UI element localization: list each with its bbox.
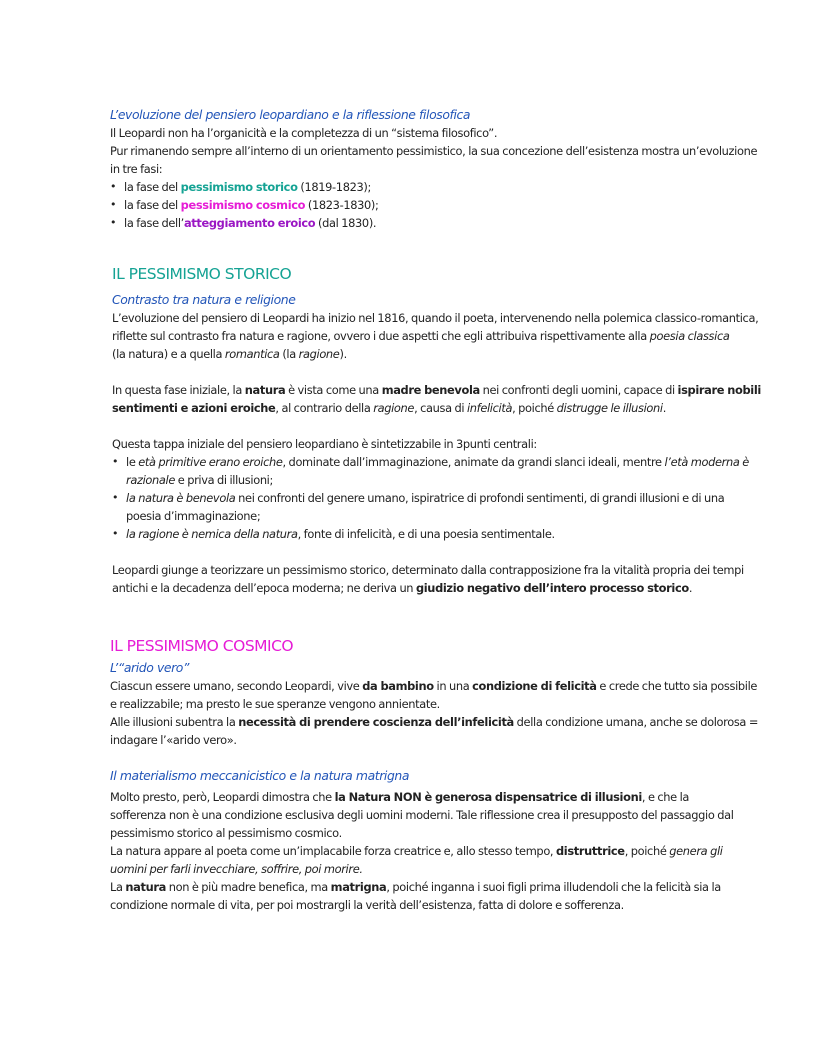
phase-item: • la fase del pessimismo cosmico (1823-1830); bbox=[110, 198, 379, 212]
bullet-dot-icon: • bbox=[110, 216, 117, 229]
phase-highlight: pessimismo cosmico bbox=[180, 198, 306, 212]
bullet-dot-icon: • bbox=[112, 491, 119, 504]
bullet-dot-icon: • bbox=[110, 198, 117, 211]
cosmico-section bbox=[110, 635, 810, 914]
intro-subtitle: L’evoluzione del pensiero leopardiano e la riflessione filosofica bbox=[110, 107, 471, 122]
cosmico-paragraph-2: Molto presto, però, Leopardi dimostra che la Natura NON è generosa dispensatrice di illusioni, e che la sofferenza non è una condizione esclusiva degli uomini moderni. Tale riflessione crea il presupposto del passaggio dal pessimismo storico al pessimismo cosmico. La natura appare al poeta come un’implacabile forza creatrice e, allo stesso tempo, distruttrice, poiché genera gli uomini per farli invecchiare, soffrire, poi morire. La natura non è più madre benefica, ma matrigna, poiché inganna i suoi figli prima illudendoli che la felicità sia la condizione normale di vita, per poi mostrargli la verità dell’esistenza, fatta di dolore e sofferenza. bbox=[110, 790, 734, 912]
storico-section bbox=[112, 263, 812, 597]
point-item: • le età primitive erano eroiche, dominate dall’immaginazione, animate da grandi slanci ideali, mentre l’età moderna è bbox=[112, 455, 749, 469]
cosmico-paragraph-1: Ciascun essere umano, secondo Leopardi, vive da bambino in una condizione di felicità e crede che tutto sia possibile e realizzabile; ma presto le sue speranze vengono annientate. Alle illusioni subentra la necessità di prendere coscienza dell’infelicità della condizione umana, anche se dolorosa = indagare l’«arido vero». bbox=[110, 679, 759, 747]
bullet-dot-icon: • bbox=[112, 527, 119, 540]
intro-section bbox=[110, 106, 810, 232]
intro-line-2: Pur rimanendo sempre all’interno di un orientamento pessimistico, la sua concezione dell’esistenza mostra un’evoluzione bbox=[110, 144, 758, 158]
phase-highlight: atteggiamento eroico bbox=[183, 216, 316, 230]
bullet-dot-icon: • bbox=[112, 455, 119, 468]
cosmico-heading: IL PESSIMISMO COSMICO bbox=[110, 637, 294, 655]
storico-paragraph-3: Questa tappa iniziale del pensiero leopardiano è sintetizzabile in 3punti centrali: • le età primitive erano eroiche, dominate dall’immaginazione, animate da grandi slanci ideali, mentre l’età moderna è razionale e priva di illusioni; • la natura è benevola nei confronti del genere umano, ispiratrice di profondi sentimenti, di grandi illusioni e di una poesia d’immaginazione; • la ragione è nemica della natura, fonte di infelicità, e di una poesia sentimentale. bbox=[112, 435, 812, 543]
intro-line-1: Il Leopardi non ha l’organicità e la completezza di un “sistema filosofico”. bbox=[110, 126, 498, 140]
storico-paragraph-2: In questa fase iniziale, la natura è vista come una madre benevola nei confronti degli uomini, capace di ispirare nobili sentimenti e azioni eroiche, al contrario della ragione, causa di infelicità, poiché distrugge le illusioni. bbox=[112, 383, 761, 415]
cosmico-subtitle-2: Il materialismo meccanicistico e la natura matrigna bbox=[110, 768, 410, 783]
storico-heading: IL PESSIMISMO STORICO bbox=[112, 265, 292, 283]
phase-item: • la fase del pessimismo storico (1819-1823); bbox=[110, 180, 371, 194]
storico-subtitle: Contrasto tra natura e religione bbox=[112, 292, 296, 307]
storico-paragraph-1: L’evoluzione del pensiero di Leopardi ha inizio nel 1816, quando il poeta, intervenendo nella polemica classico-romantica, riflette sul contrasto fra natura e ragione, ovvero i due aspetti che egli attribuiva rispettivamente alla poesia classica (la natura) e a quella romantica (la ragione). bbox=[112, 311, 759, 361]
bullet-dot-icon: • bbox=[110, 180, 117, 193]
phase-item: • la fase dell’atteggiamento eroico (dal 1830). bbox=[110, 216, 377, 230]
storico-paragraph-4: Leopardi giunge a teorizzare un pessimismo storico, determinato dalla contrapposizione fra la vitalità propria dei tempi antichi e la decadenza dell’epoca moderna; ne deriva un giudizio negativo dell’intero processo storico. bbox=[112, 563, 744, 595]
point-item: • la natura è benevola nei confronti del genere umano, ispiratrice di profondi sentimenti, di grandi illusioni e di una bbox=[112, 491, 725, 505]
point-item: • la ragione è nemica della natura, fonte di infelicità, e di una poesia sentimentale. bbox=[112, 527, 555, 541]
phase-highlight: pessimismo storico bbox=[180, 180, 298, 194]
cosmico-subtitle-1: L’“arido vero” bbox=[110, 660, 189, 675]
intro-line-3: in tre fasi: bbox=[110, 162, 163, 176]
